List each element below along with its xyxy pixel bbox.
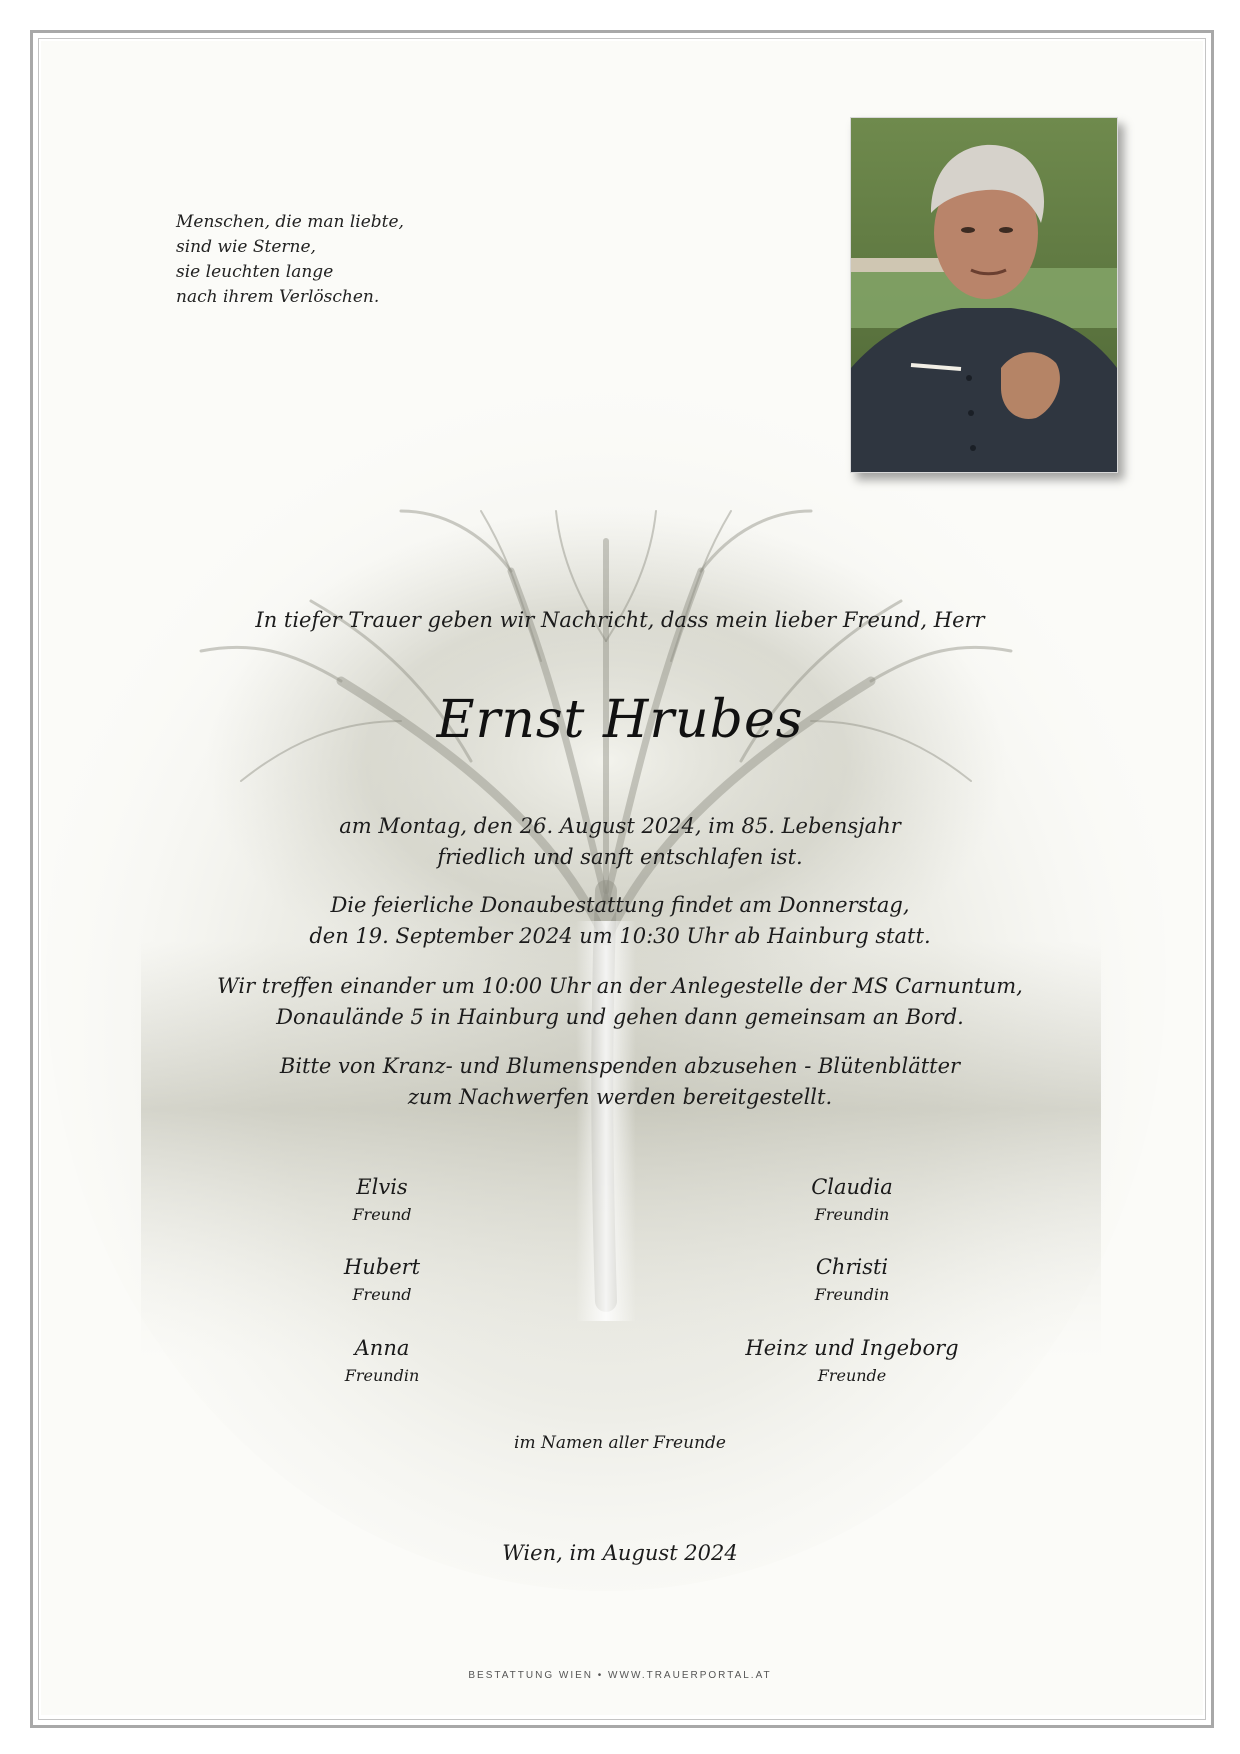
mourner-entry xyxy=(652,1173,1052,1229)
portrait-photo xyxy=(850,117,1118,473)
paragraph-line: friedlich und sanft entschlafen ist. xyxy=(437,845,803,869)
mourner-name: Christi xyxy=(815,1255,889,1279)
deceased-name: Ernst Hrubes xyxy=(436,690,804,750)
memorial-quote xyxy=(176,210,404,310)
paragraph-line: Donaulände 5 in Hainburg und gehen dann gemeinsam an Bord. xyxy=(276,1005,964,1029)
mourner-relation: Freunde xyxy=(817,1366,887,1385)
mourner-entry xyxy=(182,1173,582,1229)
mourner-relation: Freund xyxy=(352,1205,412,1224)
paragraph-line: den 19. September 2024 um 10:30 Uhr ab Hainburg statt. xyxy=(309,924,931,948)
mourner-name: Elvis xyxy=(356,1175,408,1199)
mourner-name: Claudia xyxy=(811,1175,893,1199)
quote-line: sie leuchten lange xyxy=(176,262,334,282)
mourner-entry xyxy=(182,1334,582,1390)
intro-text: In tiefer Trauer geben wir Nachricht, dass mein lieber Freund, Herr xyxy=(255,608,985,632)
mourner-relation: Freundin xyxy=(814,1205,890,1224)
mourner-entry xyxy=(182,1253,582,1309)
mourner-relation: Freund xyxy=(352,1285,412,1304)
mourner-name: Heinz und Ingeborg xyxy=(745,1336,959,1360)
paragraph-funeral xyxy=(100,890,1140,952)
quote-line: Menschen, die man liebte, xyxy=(176,212,404,232)
paragraph-line: Bitte von Kranz- und Blumenspenden abzusehen - Blütenblätter xyxy=(279,1054,961,1078)
paragraph-line: Die feierliche Donaubestattung findet am Donnerstag, xyxy=(330,893,910,917)
paragraph-line: Wir treffen einander um 10:00 Uhr an der Anlegestelle der MS Carnuntum, xyxy=(217,974,1023,998)
footer-credit: BESTATTUNG WIEN • WWW.TRAUERPORTAL.AT xyxy=(468,1670,772,1681)
mourner-name: Anna xyxy=(354,1336,410,1360)
paragraph-death-date xyxy=(100,811,1140,873)
mourner-entry xyxy=(652,1253,1052,1309)
paragraph-line: zum Nachwerfen werden bereitgestellt. xyxy=(407,1085,833,1109)
paragraph-line: am Montag, den 26. August 2024, im 85. Lebensjahr xyxy=(339,814,901,838)
mourner-entry xyxy=(652,1334,1052,1390)
paragraph-flowers xyxy=(100,1051,1140,1113)
closing-line: im Namen aller Freunde xyxy=(514,1433,726,1453)
mourner-name: Hubert xyxy=(343,1255,421,1279)
mourner-relation: Freundin xyxy=(344,1366,420,1385)
place-date: Wien, im August 2024 xyxy=(502,1541,738,1565)
mourner-relation: Freundin xyxy=(814,1285,890,1304)
quote-line: sind wie Sterne, xyxy=(176,237,316,257)
quote-line: nach ihrem Verlöschen. xyxy=(176,287,380,307)
paragraph-meeting-point xyxy=(100,971,1140,1033)
